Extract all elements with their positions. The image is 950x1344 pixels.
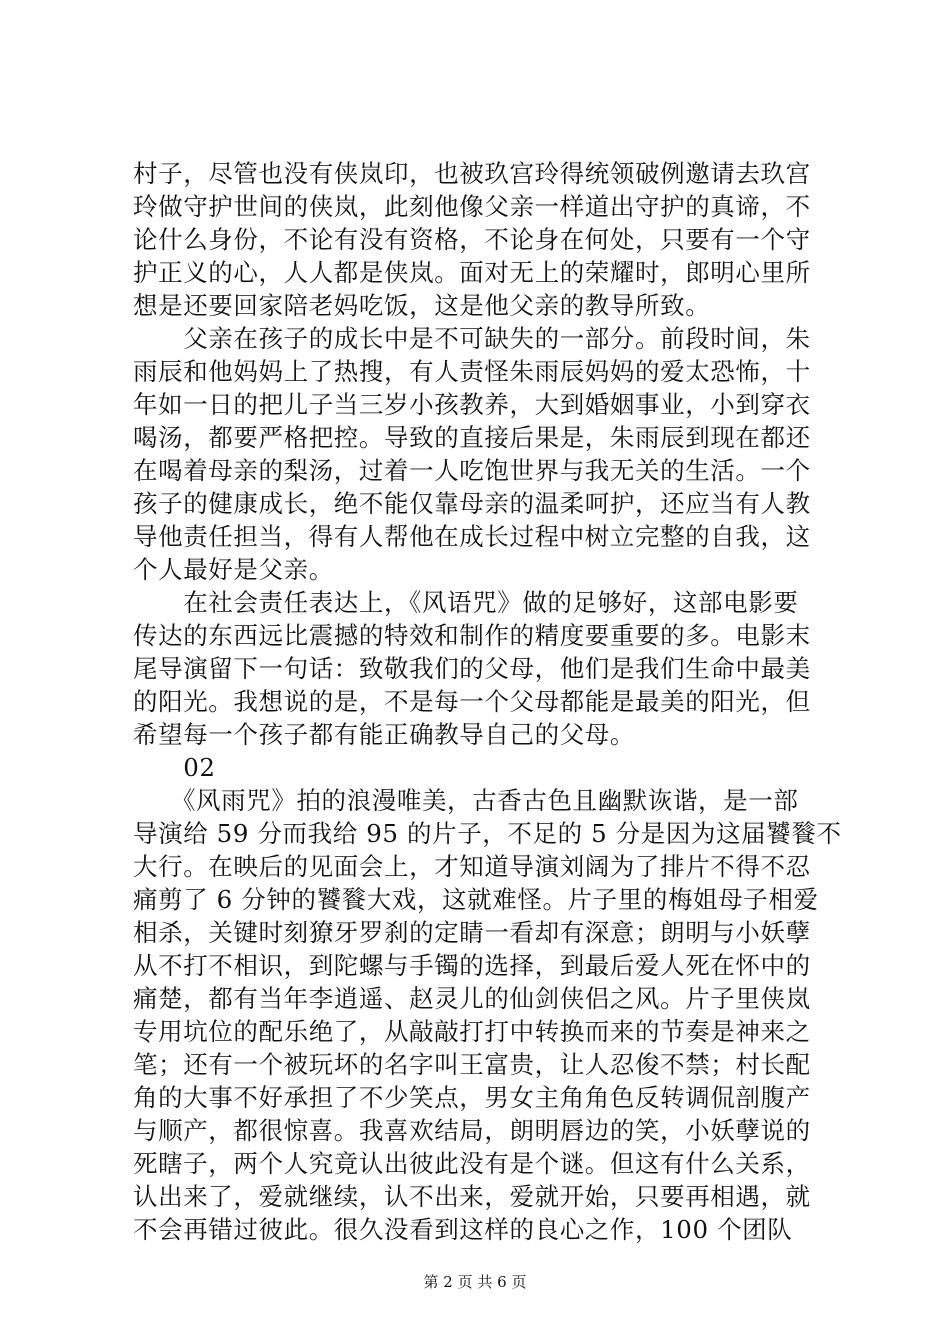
text-line: 村子，尽管也没有侠岚印，也被玖宫玲得统领破例邀请去玖宫	[133, 159, 811, 188]
text-line: 《风雨咒》拍的浪漫唯美，古香古色且幽默诙谐，是一部	[133, 786, 799, 815]
text-line: 专用坑位的配乐绝了，从敲敲打打中转换而来的节奏是神来之	[133, 1017, 811, 1046]
text-line: 个人最好是父亲。	[133, 555, 334, 584]
text-line: 喝汤，都要严格把控。导致的直接后果是，朱雨辰到现在都还	[133, 423, 811, 452]
text-line: 雨辰和他妈妈上了热搜，有人责怪朱雨辰妈妈的爱太恐怖，十	[133, 357, 811, 386]
page-footer	[0, 1271, 950, 1293]
text-line: 父亲在孩子的成长中是不可缺失的一部分。前段时间，朱	[133, 324, 811, 353]
text-line: 导他责任担当，得有人帮他在成长过程中树立完整的自我，这	[133, 522, 811, 551]
text-line: 角的大事不好承担了不少笑点，男女主角角色反转调侃剖腹产	[133, 1083, 811, 1112]
text-line: 传达的东西远比震撼的特效和制作的精度要重要的多。电影末	[133, 621, 811, 650]
text-line: 认出来了，爱就继续，认不出来，爱就开始，只要再相遇，就	[133, 1182, 811, 1211]
text-line: 论什么身份，不论有没有资格，不论身在何处，只要有一个守	[133, 225, 811, 254]
text-line: 玲做守护世间的侠岚，此刻他像父亲一样道出守护的真谛，不	[133, 192, 811, 221]
text-line: 笔；还有一个被玩坏的名字叫王富贵，让人忍俊不禁；村长配	[133, 1050, 811, 1079]
text-line: 死瞎子，两个人究竟认出彼此没有是个谜。但这有什么关系，	[133, 1149, 811, 1178]
text-line: 护正义的心，人人都是侠岚。面对无上的荣耀时，郎明心里所	[133, 258, 811, 287]
text-line: 相杀，关键时刻獠牙罗刹的定睛一看却有深意；朗明与小妖孽	[133, 918, 811, 947]
text-line: 在社会责任表达上，《风语咒》做的足够好，这部电影要	[133, 588, 799, 617]
text-line: 痛楚，都有当年李逍遥、赵灵儿的仙剑侠侣之风。片子里侠岚	[133, 984, 811, 1013]
text-line: 孩子的健康成长，绝不能仅靠母亲的温柔呵护，还应当有人教	[133, 489, 811, 518]
text-line: 尾导演留下一句话：致敬我们的父母，他们是我们生命中最美	[133, 654, 811, 683]
text-line: 不会再错过彼此。很久没看到这样的良心之作，100 个团队	[133, 1215, 793, 1244]
text-line: 希望每一个孩子都有能正确教导自己的父母。	[133, 720, 635, 749]
text-line: 年如一日的把儿子当三岁小孩教养，大到婚姻事业，小到穿衣	[133, 390, 811, 419]
text-line: 想是还要回家陪老妈吃饭，这是他父亲的教导所致。	[133, 291, 711, 320]
text-line: 在喝着母亲的梨汤，过着一人吃饱世界与我无关的生活。一个	[133, 456, 811, 485]
text-line: 与顺产，都很惊喜。我喜欢结局，朗明唇边的笑，小妖孽说的	[133, 1116, 811, 1145]
text-line: 从不打不相识，到陀螺与手镯的选择，到最后爱人死在怀中的	[133, 951, 811, 980]
text-line: 痛剪了 6 分钟的饕餮大戏，这就难怪。片子里的梅姐母子相爱	[133, 885, 819, 914]
text-line: 导演给 59 分而我给 95 的片子，不足的 5 分是因为这届饕餮不	[133, 819, 842, 848]
page-number-label: 第 2 页 共 6 页	[423, 1273, 527, 1291]
section-number: 02	[133, 753, 216, 782]
body-text	[133, 157, 842, 1246]
text-line: 的阳光。我想说的是，不是每一个父母都能是最美的阳光，但	[133, 687, 811, 716]
text-line: 大行。在映后的见面会上，才知道导演刘阔为了排片不得不忍	[133, 852, 811, 881]
